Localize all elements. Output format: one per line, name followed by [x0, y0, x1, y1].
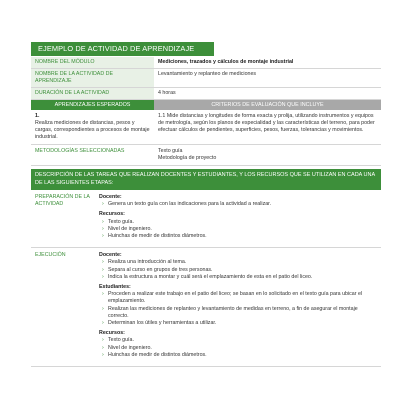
info-row-duration [31, 88, 381, 100]
criterio-text: 1.1 Mide distancias y longitudes de forma exacta y prolija, utilizando instrumentos y equipos de metrología, según los planos de especialidad y las características del terreno, para poder efectuar cálculos de pendientes, superficies, pesos, fuerzas, tolerancias y movimientos. [158, 113, 375, 133]
list-item: › Huinchas de medir de distintos diámetros. [99, 352, 377, 359]
criterios-header: CRITERIOS DE EVALUACIÓN QUE INCLUYE [154, 100, 381, 110]
module-label: NOMBRE DEL MÓDULO [31, 57, 154, 68]
list-item: › Genera un texto guía con las indicaciones para la actividad a realizar. [99, 201, 377, 208]
stage-name: PREPARACIÓN DE LA ACTIVIDAD [35, 194, 90, 207]
activity-label: NOMBRE DE LA ACTIVIDAD DE APRENDIZAJE [31, 69, 154, 87]
aprendizaje-cell [31, 110, 154, 144]
list-item: › Texto guía. [99, 219, 377, 226]
metodologias-row [31, 145, 381, 166]
list-item: › Huinchas de medir de distintos diámetros. [99, 233, 377, 240]
list-item: › Proceden a realizar este trabajo en el patio del liceo; se basan en lo solicitado en el texto guía para ubicar el emplazamiento. [99, 291, 377, 305]
list-item: › Indica la estructura a montar y cuál será el emplazamiento de esta en el patio del liceo. [99, 274, 377, 281]
stage-ejecucion [31, 248, 381, 367]
list-item: › Determinan los útiles y herramientas a utilizar. [99, 320, 377, 327]
block-title: Recursos: [99, 211, 125, 218]
docente-block [99, 252, 377, 281]
aprendizaje-text: Realiza mediciones de distancias, pesos y cargas, correspondientes a procesos de montaje industrial. [35, 120, 150, 140]
activity-table [31, 57, 381, 367]
description-header: DESCRIPCIÓN DE LAS TAREAS QUE REALIZAN DOCENTES Y ESTUDIANTES, Y LOS RECURSOS QUE SE UTILIZAN EN CADA UNA DE LAS SIGUIENTES ETAPAS: [31, 169, 381, 190]
list-item: › Texto guía. [99, 337, 377, 344]
activity-value: Levantamiento y replanteo de mediciones [158, 71, 257, 77]
info-row-activity [31, 69, 381, 88]
block-title: Estudiantes: [99, 284, 131, 291]
metodologias-list [154, 145, 381, 165]
stage-preparacion [31, 190, 381, 248]
info-row-module [31, 57, 381, 69]
list-item: › Nivel de ingeniero. [99, 226, 377, 233]
estudiantes-block [99, 284, 377, 327]
recursos-block [99, 211, 377, 240]
duration-value: 4 horas [158, 90, 176, 96]
duration-label: DURACIÓN DE LA ACTIVIDAD [31, 88, 154, 99]
aprendizaje-row [31, 110, 381, 145]
aprendizaje-number: 1. [35, 113, 40, 119]
metodologia-item: Metodología de proyecto [158, 155, 217, 161]
list-item: › Realiza una introducción al tema. [99, 259, 377, 266]
metodologias-label: METODOLOGÍAS SELECCIONADAS [35, 148, 125, 154]
recursos-block [99, 330, 377, 359]
list-item: › Realizan las mediciones de replanteo y levantamiento de medidas en terreno, a fin de asegurar el montaje correcto. [99, 306, 377, 320]
block-title: Recursos: [99, 330, 125, 337]
block-title: Docente: [99, 194, 122, 200]
stage-content [95, 248, 381, 366]
block-title: Docente: [99, 252, 122, 259]
list-item: › Separa al curso en grupos de tres personas. [99, 267, 377, 274]
docente-block [99, 194, 377, 208]
metodologia-item: Texto guía [158, 148, 183, 154]
list-item: › Nivel de ingeniero. [99, 345, 377, 352]
module-value: Mediciones, trazados y cálculos de montaje industrial [158, 59, 294, 65]
section-headers [31, 100, 381, 110]
stage-name: EJECUCIÓN [35, 252, 66, 259]
stage-content [95, 190, 381, 247]
aprendizajes-header: APRENDIZAJES ESPERADOS [31, 100, 154, 110]
activity-banner: EJEMPLO DE ACTIVIDAD DE APRENDIZAJE [31, 42, 214, 56]
